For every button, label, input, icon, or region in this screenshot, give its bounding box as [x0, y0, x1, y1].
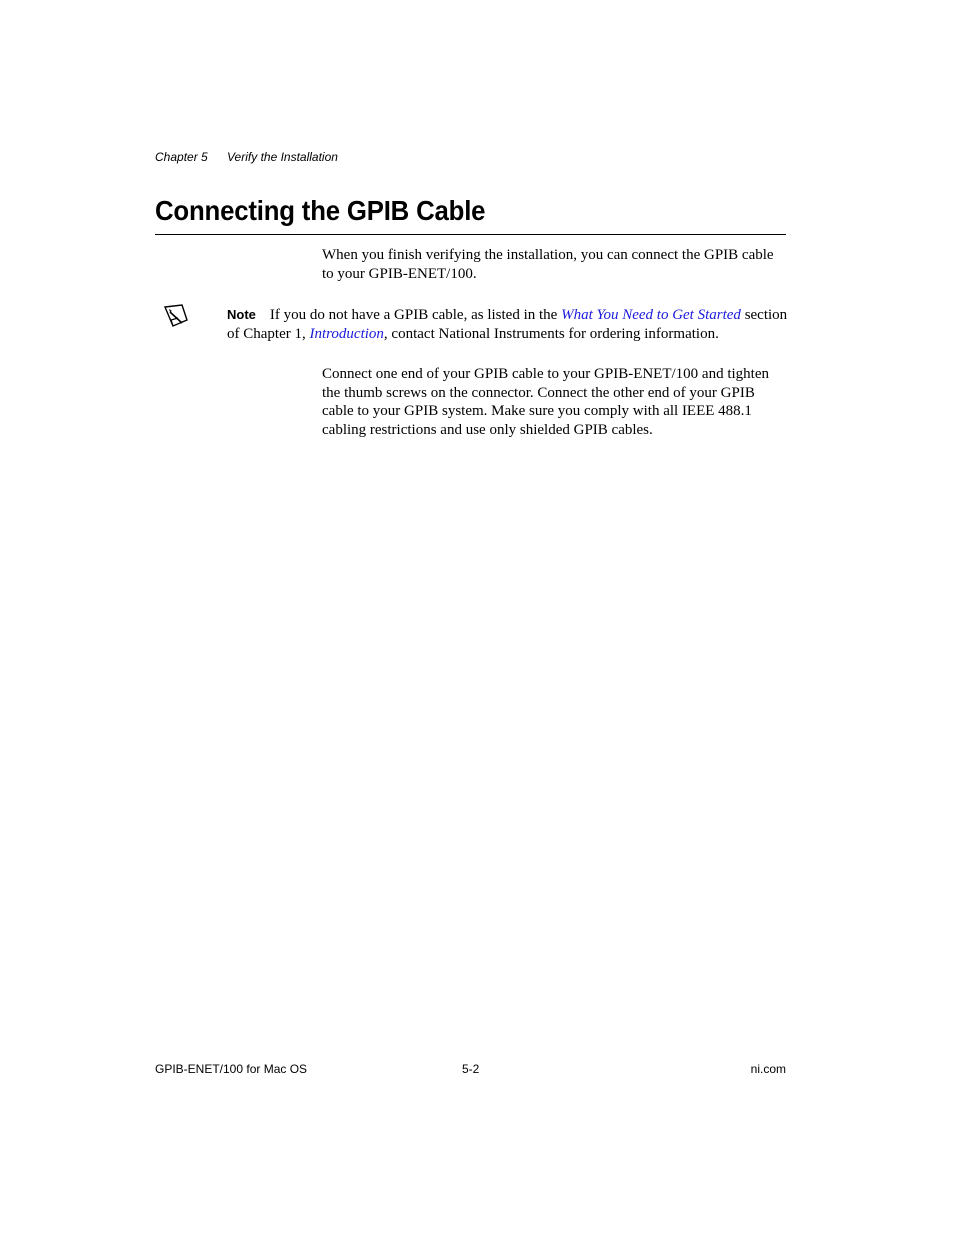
footer-product: GPIB-ENET/100 for Mac OS: [155, 1062, 308, 1076]
footer-website: ni.com: [750, 1062, 786, 1076]
intro-paragraph: When you finish verifying the installation, you can connect the GPIB cable to your GPIB-ENET/100.: [322, 247, 774, 282]
running-header: [155, 150, 338, 164]
body-paragraph: Connect one end of your GPIB cable to your GPIB-ENET/100 and tighten the thumb screws on the connector. Connect the other end of your GPIB cable to your GPIB system. Make sure you comply with all IEEE 488.1 cabling restrictions and use only shielded GPIB cables.: [322, 366, 769, 439]
note-block: [227, 306, 789, 343]
section-label: Verify the Installation: [227, 150, 338, 164]
link-introduction[interactable]: Introduction: [309, 325, 384, 342]
note-text-before: If you do not have a GPIB cable, as listed in the: [269, 307, 562, 323]
note-label: Note: [227, 307, 256, 322]
footer-page-number: 5-2: [462, 1062, 480, 1076]
note-text-middle: section of Chapter 1,: [227, 307, 788, 342]
link-what-you-need[interactable]: What You Need to Get Started: [561, 307, 741, 323]
title-divider: [155, 234, 786, 235]
page-title: Connecting the GPIB Cable: [155, 195, 486, 226]
note-text-after: , contact National Instruments for ordering information.: [383, 325, 719, 342]
note-icon: [162, 303, 190, 329]
chapter-label: Chapter 5: [155, 150, 208, 164]
